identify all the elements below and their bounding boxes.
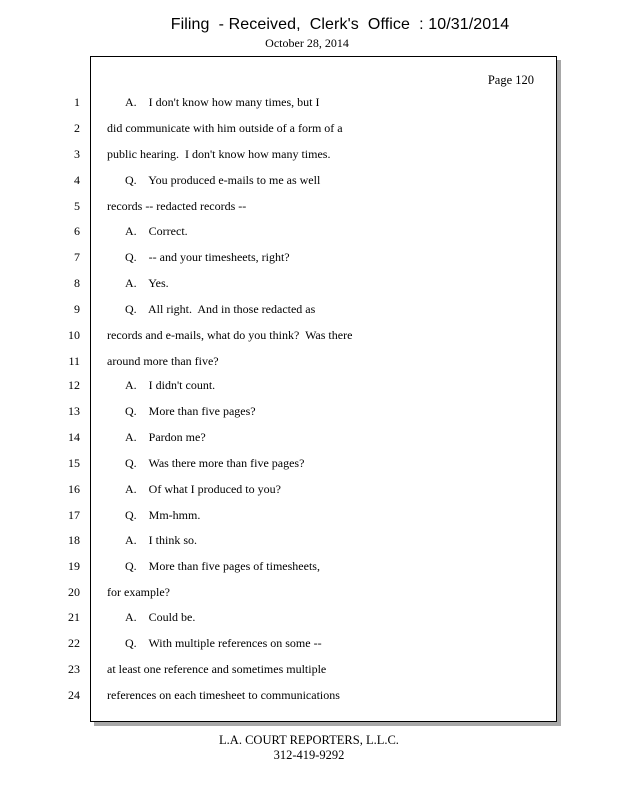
line-number: 22 xyxy=(68,636,80,650)
reporter-company: L.A. COURT REPORTERS, L.L.C. xyxy=(219,733,399,747)
line-text: Q. All right. And in those redacted as xyxy=(125,302,316,316)
line-text: did communicate with him outside of a form of a xyxy=(107,121,343,135)
line-number: 1 xyxy=(74,95,80,109)
line-number: 19 xyxy=(68,559,80,573)
line-text: Q. With multiple references on some -- xyxy=(125,636,322,650)
line-text: A. Could be. xyxy=(125,610,196,624)
line-number: 5 xyxy=(74,199,80,213)
line-text: A. I didn't count. xyxy=(125,378,216,392)
line-text: records and e-mails, what do you think? Was there xyxy=(107,328,353,342)
filing-stamp-header: Filing - Received, Clerk's Office : 10/31/2014 xyxy=(170,16,510,33)
line-text: public hearing. I don't know how many times. xyxy=(107,147,331,161)
line-text: Q. You produced e-mails to me as well xyxy=(125,173,321,187)
line-text: for example? xyxy=(107,585,170,599)
line-number: 9 xyxy=(74,302,80,316)
line-number: 17 xyxy=(68,508,80,522)
line-text: A. I think so. xyxy=(125,533,197,547)
line-number: 14 xyxy=(68,430,80,444)
line-number: 4 xyxy=(74,173,80,187)
line-number: 24 xyxy=(68,688,80,702)
line-text: A. I don't know how many times, but I xyxy=(125,95,320,109)
line-text: A. Of what I produced to you? xyxy=(125,482,281,496)
line-number: 20 xyxy=(68,585,80,599)
line-text: around more than five? xyxy=(107,354,219,368)
line-number: 2 xyxy=(74,121,80,135)
line-number: 6 xyxy=(74,224,80,238)
line-number: 23 xyxy=(68,662,80,676)
line-number: 8 xyxy=(74,276,80,290)
line-text: records -- redacted records -- xyxy=(107,199,247,213)
line-text: Q. Mm-hmm. xyxy=(125,508,201,522)
line-text: Q. More than five pages? xyxy=(125,404,256,418)
line-number: 21 xyxy=(68,610,80,624)
line-number: 18 xyxy=(68,533,80,547)
line-text: A. Correct. xyxy=(125,224,188,238)
line-number: 7 xyxy=(74,250,80,264)
transcript-date: October 28, 2014 xyxy=(265,36,349,50)
line-text: references on each timesheet to communications xyxy=(107,688,340,702)
line-text: at least one reference and sometimes multiple xyxy=(107,662,327,676)
line-text: A. Yes. xyxy=(125,276,169,290)
line-text: Q. More than five pages of timesheets, xyxy=(125,559,320,573)
line-number: 11 xyxy=(68,354,80,368)
line-number: 12 xyxy=(68,378,80,392)
line-number: 3 xyxy=(74,147,80,161)
page-number: Page 120 xyxy=(487,73,534,87)
line-number: 10 xyxy=(68,328,80,342)
line-text: A. Pardon me? xyxy=(125,430,206,444)
reporter-phone: 312-419-9292 xyxy=(273,748,345,762)
line-number: 16 xyxy=(68,482,80,496)
line-number: 15 xyxy=(68,456,80,470)
line-text: Q. -- and your timesheets, right? xyxy=(125,250,290,264)
line-text: Q. Was there more than five pages? xyxy=(125,456,305,470)
line-number: 13 xyxy=(68,404,80,418)
